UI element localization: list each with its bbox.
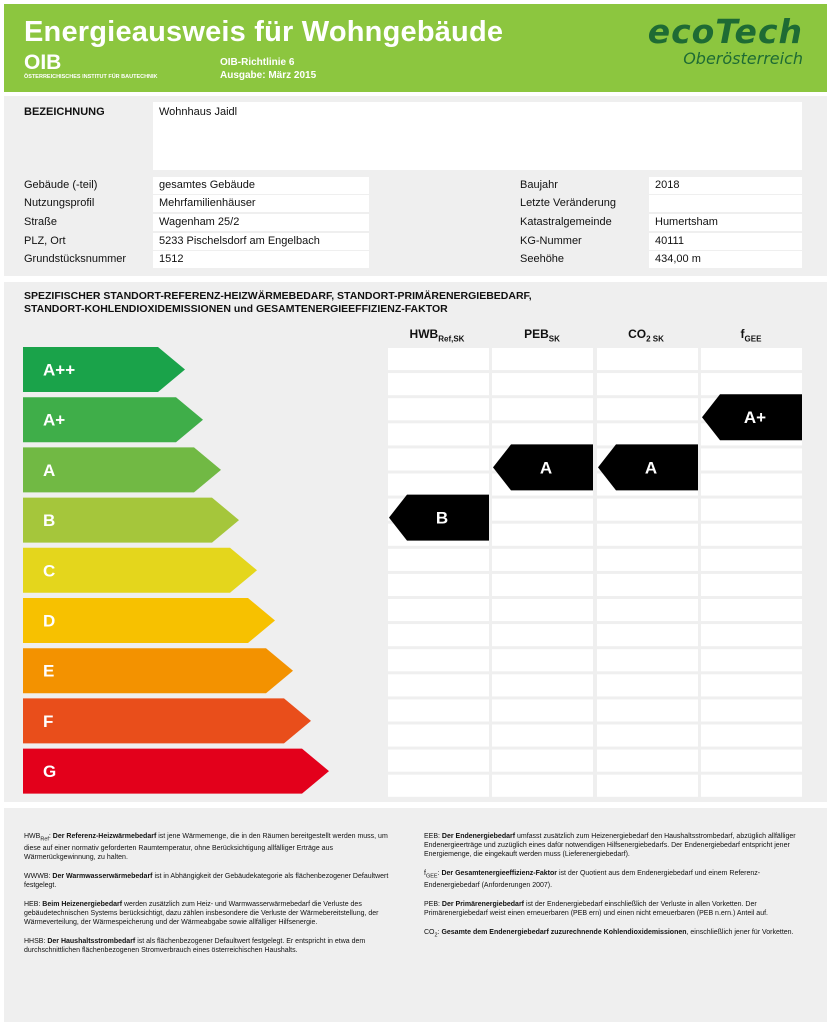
grid-cell bbox=[597, 549, 698, 571]
info-row bbox=[4, 251, 827, 268]
grid-cell bbox=[597, 499, 698, 521]
rating-title-line1: SPEZIFISCHER STANDORT-REFERENZ-HEIZWÄRMEBEDARF, STANDORT-PRIMÄRENERGIEBEDARF, bbox=[24, 290, 532, 302]
info-row bbox=[4, 214, 827, 231]
grid-cell bbox=[492, 599, 593, 621]
legend-entry: $HWB_{Ref}$: Der Referenz-Heizwärmebedarf ist jene Wärmemenge, die in den Räumen bereitgestellt werden muss, um diese auf einer normativ geforderten Raumtemperatur, ohne Berücksichtigung allfälliger Erträge aus Wärmerückgewinnung, zu halten. bbox=[24, 833, 388, 862]
legend-entry: $CO_2$: Gesamte dem Endenergiebedarf zuzurechnende Kohlendioxidemissionen, einschließlich jener für Vorketten. bbox=[424, 929, 794, 939]
grid-cell bbox=[597, 699, 698, 721]
grid-cell bbox=[492, 699, 593, 721]
grid-cell bbox=[701, 725, 802, 747]
grid-cell bbox=[701, 574, 802, 596]
result-label: B bbox=[435, 508, 449, 528]
info-label: Grundstücksnummer bbox=[24, 253, 127, 265]
legend-entry: HEB: Beim Heizenergiebedarf werden zusätzlich zum Heiz- und Warmwasserwärmebedarf die Verluste des gebäudetechnischen Systems berücksichtigt, dazu zählen insbesondere die Verluste der Wärmebereitstellung, der Wärmeverteilung, der Wärmespeicherung und der Wärmeabgabe sowie allfälliger Hilfsenergie. bbox=[24, 901, 379, 927]
grid-cell bbox=[388, 574, 489, 596]
grid-cell bbox=[701, 499, 802, 521]
grid-cell bbox=[701, 599, 802, 621]
grid-cell bbox=[597, 649, 698, 671]
class-label: A++ bbox=[43, 360, 76, 380]
info-value: 1512 bbox=[153, 251, 369, 268]
legend-entry: WWWB: Der Warmwasserwärmebedarf ist in Abhängigkeit der Gebäudekategorie als flächenbezogener Defaultwert festgelegt. bbox=[24, 873, 389, 890]
info-value: Humertsham bbox=[649, 214, 802, 231]
info-value: Wagenham 25/2 bbox=[153, 214, 369, 231]
info-value: 5233 Pischelsdorf am Engelbach bbox=[153, 233, 369, 250]
grid-cell bbox=[388, 448, 489, 470]
logo-main-text: ecoTech bbox=[647, 12, 803, 51]
grid-cell bbox=[492, 725, 593, 747]
class-label: C bbox=[43, 561, 56, 581]
info-label: Baujahr bbox=[520, 179, 558, 191]
legend-entry: HHSB: Der Haushaltsstrombedarf ist als flächenbezogener Defaultwert festgelegt. Er entspricht in etwa dem durchschnittlichen flächenbezogenen Stromverbrauch eines österreichischen Haushalts. bbox=[24, 938, 366, 955]
grid-cell bbox=[701, 448, 802, 470]
grid-cell bbox=[597, 574, 698, 596]
grid-cell bbox=[492, 750, 593, 772]
info-value: gesamtes Gebäude bbox=[153, 177, 369, 194]
legend-entry: EEB: Der Endenergiebedarf umfasst zusätzlich zum Heizenergiebedarf den Haushaltsstrombedarf, abzüglich allfälliger Endenergieerträge und zuzüglich eines dafür notwendigen Hilfsenergiebedarfs. Der Endenergiebedarf entspricht jener Energiemenge, die eingekauft werden muss (Lieferenergiebedarf). bbox=[424, 833, 796, 858]
grid-cell bbox=[492, 574, 593, 596]
info-row bbox=[4, 177, 827, 194]
designation-label: BEZEICHNUNG bbox=[24, 106, 105, 118]
grid-cell bbox=[492, 423, 593, 445]
grid-cell bbox=[388, 348, 489, 370]
institute-name: ÖSTERREICHISCHES INSTITUT FÜR BAUTECHNIK bbox=[24, 74, 158, 80]
info-value: 2018 bbox=[649, 177, 802, 194]
grid-cell bbox=[388, 423, 489, 445]
grid-cell bbox=[701, 524, 802, 546]
info-value bbox=[649, 195, 802, 212]
info-row bbox=[4, 233, 827, 250]
grid-cell bbox=[597, 775, 698, 797]
grid-cell bbox=[597, 398, 698, 420]
info-label: Seehöhe bbox=[520, 253, 565, 265]
guideline-edition: Ausgabe: März 2015 bbox=[220, 70, 317, 81]
guideline-name: OIB-Richtlinie 6 bbox=[220, 57, 295, 68]
info-label: Nutzungsprofil bbox=[24, 197, 95, 209]
class-arrow bbox=[23, 598, 275, 643]
legend-entry: $f_{GEE}$: Der Gesamtenergieeffizienz-Faktor ist der Quotient aus dem Endenergiebedarf und einem Referenz-Endenergiebedarf (Anforderungen 2007). bbox=[424, 870, 761, 890]
result-label: A bbox=[539, 458, 553, 478]
grid-cell bbox=[492, 499, 593, 521]
class-label: A+ bbox=[43, 410, 66, 430]
class-label: G bbox=[43, 762, 57, 782]
grid-cell bbox=[492, 674, 593, 696]
grid-cell bbox=[492, 624, 593, 646]
ecotech-logo bbox=[648, 14, 803, 68]
grid-cell bbox=[492, 348, 593, 370]
class-arrow bbox=[23, 648, 293, 693]
grid-cell bbox=[492, 398, 593, 420]
grid-cell bbox=[701, 474, 802, 496]
info-label: PLZ, Ort bbox=[24, 235, 66, 247]
class-label: F bbox=[43, 711, 54, 731]
grid-cell bbox=[492, 524, 593, 546]
class-label: D bbox=[43, 611, 56, 631]
grid-cell bbox=[701, 373, 802, 395]
class-arrow bbox=[23, 698, 311, 743]
grid-cell bbox=[701, 549, 802, 571]
class-arrow bbox=[23, 548, 257, 593]
grid-cell bbox=[597, 624, 698, 646]
info-label: Gebäude (-teil) bbox=[24, 179, 98, 191]
grid-cell bbox=[597, 725, 698, 747]
page-title: Energieausweis für Wohngebäude bbox=[24, 16, 504, 48]
grid-cell bbox=[388, 775, 489, 797]
info-label: KG-Nummer bbox=[520, 235, 582, 247]
designation-value: Wohnhaus Jaidl bbox=[159, 106, 238, 118]
grid-cell bbox=[388, 599, 489, 621]
info-value: Mehrfamilienhäuser bbox=[153, 195, 369, 212]
column-header-fgee: $f_{GEE}$ bbox=[740, 327, 762, 344]
class-arrow bbox=[23, 749, 329, 794]
grid-cell bbox=[388, 474, 489, 496]
grid-cell bbox=[388, 750, 489, 772]
grid-cell bbox=[597, 750, 698, 772]
legend-left-column bbox=[24, 832, 404, 965]
grid-cell bbox=[388, 674, 489, 696]
result-label: A bbox=[644, 458, 658, 478]
guideline-info bbox=[220, 56, 316, 82]
result-label: A+ bbox=[743, 408, 767, 428]
grid-cell bbox=[388, 725, 489, 747]
grid-cell bbox=[597, 423, 698, 445]
class-arrow bbox=[23, 498, 239, 543]
grid-cell bbox=[701, 750, 802, 772]
grid-cell bbox=[388, 373, 489, 395]
grid-cell bbox=[701, 775, 802, 797]
grid-cell bbox=[388, 699, 489, 721]
grid-cell bbox=[388, 398, 489, 420]
class-label: A bbox=[43, 460, 56, 480]
legend-right-column bbox=[424, 832, 804, 951]
grid-cell bbox=[701, 649, 802, 671]
grid-cell bbox=[597, 599, 698, 621]
grid-cell bbox=[492, 373, 593, 395]
grid-cell bbox=[701, 624, 802, 646]
logo-sub-text: Oberösterreich bbox=[683, 49, 803, 68]
grid-cell bbox=[388, 549, 489, 571]
designation-box bbox=[153, 102, 802, 170]
grid-cell bbox=[597, 524, 698, 546]
info-value: 40111 bbox=[649, 233, 802, 250]
grid-cell bbox=[492, 649, 593, 671]
grid-cell bbox=[701, 699, 802, 721]
grid-cell bbox=[492, 775, 593, 797]
column-header-hwb: $HWB_{Ref,SK}$ bbox=[409, 327, 465, 344]
info-label: Letzte Veränderung bbox=[520, 197, 617, 209]
grid-cell bbox=[597, 373, 698, 395]
header-banner bbox=[4, 4, 827, 92]
info-label: Katastralgemeinde bbox=[520, 216, 612, 228]
grid-cell bbox=[701, 674, 802, 696]
info-label: Straße bbox=[24, 216, 58, 228]
legend-panel bbox=[4, 808, 827, 1022]
grid-cell bbox=[492, 549, 593, 571]
info-row bbox=[4, 195, 827, 212]
grid-cell bbox=[388, 624, 489, 646]
column-header-peb: $PEB_{SK}$ bbox=[524, 327, 560, 344]
rating-title-line2: STANDORT-KOHLENDIOXIDEMISSIONEN und GESAMTENERGIEEFFIZIENZ-FAKTOR bbox=[24, 303, 448, 315]
class-label: B bbox=[43, 511, 56, 531]
class-label: E bbox=[43, 661, 55, 681]
grid-cell bbox=[388, 649, 489, 671]
grid-cell bbox=[597, 348, 698, 370]
grid-cell bbox=[701, 348, 802, 370]
grid-cell bbox=[597, 674, 698, 696]
energy-rating-scale bbox=[4, 282, 827, 802]
column-header-co2: $CO_{2 SK}$ bbox=[628, 327, 664, 344]
oib-logo-text: OIB bbox=[24, 51, 62, 74]
building-info-panel bbox=[4, 96, 827, 276]
legend-entry: PEB: Der Primärenergiebedarf ist der Endenergiebedarf einschließlich der Verluste in allen Vorketten. Der Primärenergiebedarf weist einen erneuerbaren (PEB ern) und einen nicht erneuerbaren (PEB n.ern.) Anteil auf. bbox=[424, 901, 768, 918]
info-value: 434,00 m bbox=[649, 251, 802, 268]
